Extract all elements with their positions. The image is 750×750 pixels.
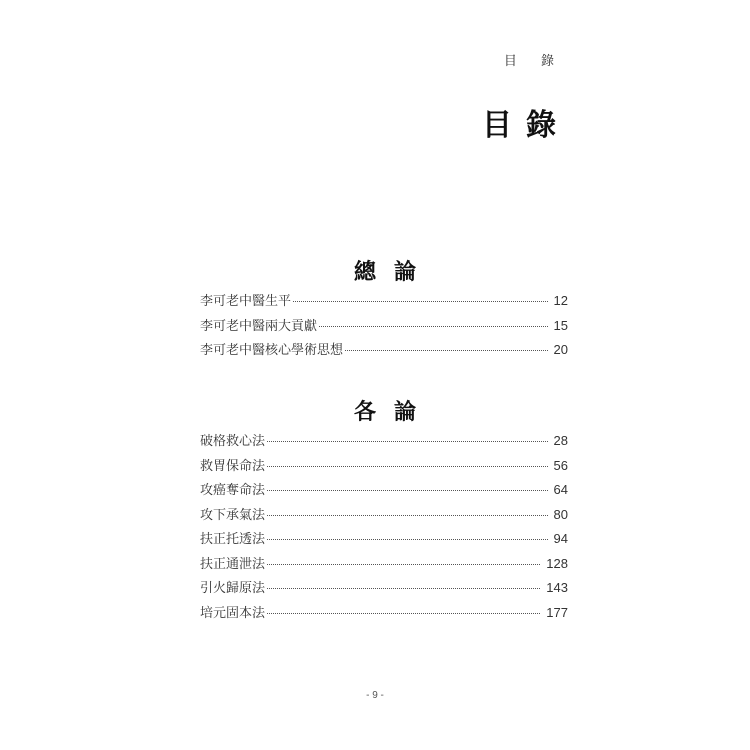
page-number: - 9 -	[366, 690, 384, 701]
toc-entry-title: 攻癌奪命法	[200, 483, 266, 498]
dot-leader	[267, 539, 548, 540]
dot-leader	[267, 515, 548, 516]
dot-leader	[267, 441, 548, 442]
toc-entry[interactable]	[200, 315, 568, 340]
toc-entry[interactable]	[200, 553, 568, 578]
toc-entry-page: 64	[553, 482, 568, 497]
toc-entry-page: 20	[553, 342, 568, 357]
toc-entry[interactable]	[200, 290, 568, 315]
toc-entry-page: 28	[553, 433, 568, 448]
dot-leader	[267, 466, 548, 467]
toc-entry[interactable]	[200, 577, 568, 602]
dot-leader	[345, 350, 548, 351]
dot-leader	[293, 301, 548, 302]
toc-entry-page: 56	[553, 457, 568, 473]
toc-entry[interactable]	[200, 602, 568, 627]
running-header: 目 錄	[503, 54, 564, 69]
section-heading-general: 總論	[353, 259, 434, 285]
toc-entry[interactable]	[200, 528, 568, 553]
toc-entry-title: 攻下承氣法	[200, 507, 266, 523]
toc-entry-page: 143	[546, 580, 568, 595]
toc-entry[interactable]	[200, 479, 568, 504]
toc-entry-title: 扶正托透法	[200, 532, 266, 547]
toc-entry-title: 引火歸原法	[200, 581, 266, 596]
toc-entry-page: 177	[546, 604, 568, 620]
toc-entry-title: 破格救心法	[200, 434, 266, 449]
toc-list-specific	[200, 430, 568, 626]
dot-leader	[267, 490, 548, 491]
toc-entry-title: 李可老中醫兩大貢獻	[200, 318, 318, 334]
toc-entry-page: 15	[553, 317, 568, 333]
toc-entry-page: 128	[546, 555, 568, 571]
toc-entry-page: 12	[553, 293, 568, 308]
toc-entry-title: 扶正通泄法	[200, 556, 266, 572]
toc-entry-page: 94	[553, 531, 568, 546]
toc-entry[interactable]	[200, 455, 568, 480]
page-title: 目錄	[482, 108, 570, 143]
toc-entry[interactable]	[200, 339, 568, 364]
toc-entry-page: 80	[553, 506, 568, 522]
toc-entry[interactable]	[200, 504, 568, 529]
toc-list-general	[200, 290, 568, 364]
toc-entry-title: 李可老中醫生平	[200, 294, 292, 309]
dot-leader	[267, 613, 540, 614]
dot-leader	[319, 326, 548, 327]
dot-leader	[267, 588, 540, 589]
toc-entry-title: 李可老中醫核心學術思想	[200, 343, 344, 358]
toc-entry[interactable]	[200, 430, 568, 455]
toc-entry-title: 培元固本法	[200, 605, 266, 621]
section-heading-specific: 各論	[353, 399, 434, 425]
dot-leader	[267, 564, 540, 565]
toc-entry-title: 救胃保命法	[200, 458, 266, 474]
